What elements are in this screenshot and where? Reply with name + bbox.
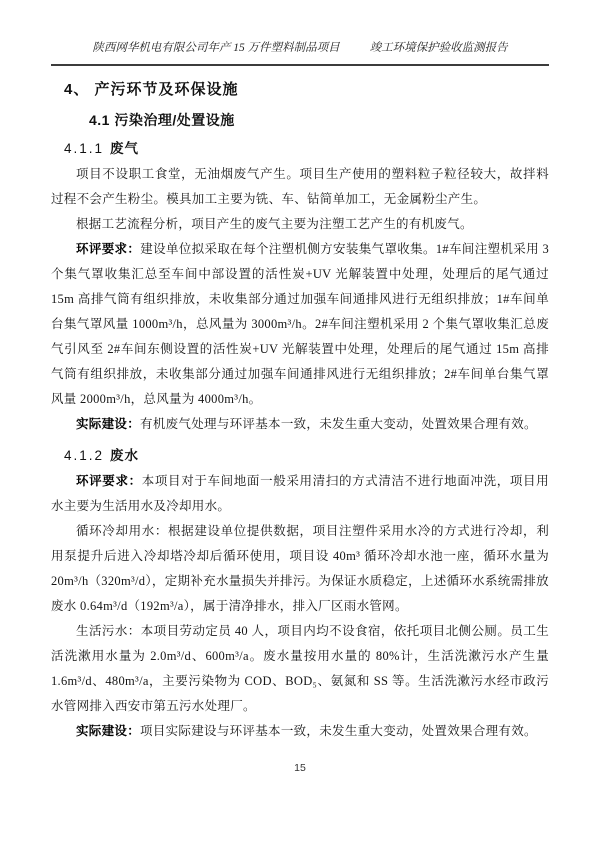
heading-4-1-1 <box>64 139 549 159</box>
paragraph-gas-eia-requirement <box>51 237 549 412</box>
heading-4-1-2 <box>64 446 549 466</box>
paragraph-water-actual-construction <box>51 719 549 744</box>
paragraph-gas-process-analysis: 根据工艺流程分析，项目产生的废气主要为注塑工艺产生的有机废气。 <box>76 217 473 231</box>
header-rule <box>51 64 549 66</box>
eia-requirement-label: 环评要求： <box>76 474 142 488</box>
paragraph-gas-actual-construction <box>51 412 549 437</box>
heading-section-4: 4、 产污环节及环保设施 <box>64 81 239 98</box>
paragraph-gas-intro: 项目不设职工食堂，无油烟废气产生。项目生产使用的塑料粒子粒径较大，故拌料过程不会产生粉尘。模具加工主要为铣、车、钻简单加工，无金属粉尘产生。 <box>51 167 549 206</box>
heading-4-1-2-title: 废水 <box>110 448 140 463</box>
paragraph-domestic-sewage: 生活污水：本项目劳动定员 40 人，项目内均不设食宿，依托项目北侧公厕。员工生活洗漱用水量为 2.0m³/d、600m³/a。废水量按用水量的 80%计，生活洗漱污水产生量 1.6m³/d、480m³/a，主要污染物为 COD、BOD₅、氨氮和 SS 等。生活洗漱污水经市政污水管网排入西安市第五污水处理厂。 <box>51 624 549 713</box>
actual-construction-label: 实际建设： <box>76 724 141 738</box>
eia-requirement-text: 本项目对于车间地面一般采用清扫的方式清洁不进行地面冲洗，项目用水主要为生活用水及冷却用水。 <box>51 474 549 513</box>
heading-4-1-1-title: 废气 <box>110 141 140 156</box>
eia-requirement-text: 建设单位拟采取在每个注塑机侧方安装集气罩收集。1#车间注塑机采用 3 个集气罩收集汇总至车间中部设置的活性炭+UV 光解装置中处理，处理后的尾气通过 15m 高排气筒有组织排放，未收集部分通过加强车间通排风进行无组织排放；1#车间单台集气罩风量 1000m³/h，总风量为 3000m³/h。2#车间注塑机采用 2 个集气罩收集汇总废气引风至 2#车间东侧设置的活性炭+UV 光解装置中处理，处理后的尾气通过 15m 高排气筒有组织排放，未收集部分通过加强车间通排风进行无组织排放；2#车间单台集气罩风量 2000m³/h，总风量为 4000m³/h。 <box>51 242 549 406</box>
page-header <box>51 40 549 56</box>
header-project-title: 陕西网华机电有限公司年产 15 万件塑料制品项目 <box>92 42 340 54</box>
heading-4-1-1-number: 4.1.1 <box>64 141 105 156</box>
paragraph-water-eia-requirement <box>51 469 549 519</box>
paragraph-cooling-water: 循环冷却用水：根据建设单位提供数据，项目注塑件采用水冷的方式进行冷却，利用泵提升后进入冷却塔冷却后循环使用，项目设 40m³ 循环冷却水池一座，循环水量为 20m³/h（320m³/d），定期补充水量损失并排污。为保证水质稳定，上述循环水系统需排放废水 0.64m³/d（192m³/a），属于清净排水，排入厂区雨水管网。 <box>51 524 549 613</box>
eia-requirement-label: 环评要求： <box>76 242 141 256</box>
heading-4-1: 4.1 污染治理/处置设施 <box>89 112 235 128</box>
actual-construction-label: 实际建设： <box>76 417 141 431</box>
actual-construction-text: 有机废气处理与环评基本一致，未发生重大变动，处置效果合理有效。 <box>140 417 537 431</box>
actual-construction-text: 项目实际建设与环评基本一致，未发生重大变动，处置效果合理有效。 <box>140 724 537 738</box>
header-report-title: 竣工环境保护验收监测报告 <box>369 42 508 54</box>
page-number: 15 <box>294 762 306 774</box>
heading-4-1-2-number: 4.1.2 <box>64 448 105 463</box>
